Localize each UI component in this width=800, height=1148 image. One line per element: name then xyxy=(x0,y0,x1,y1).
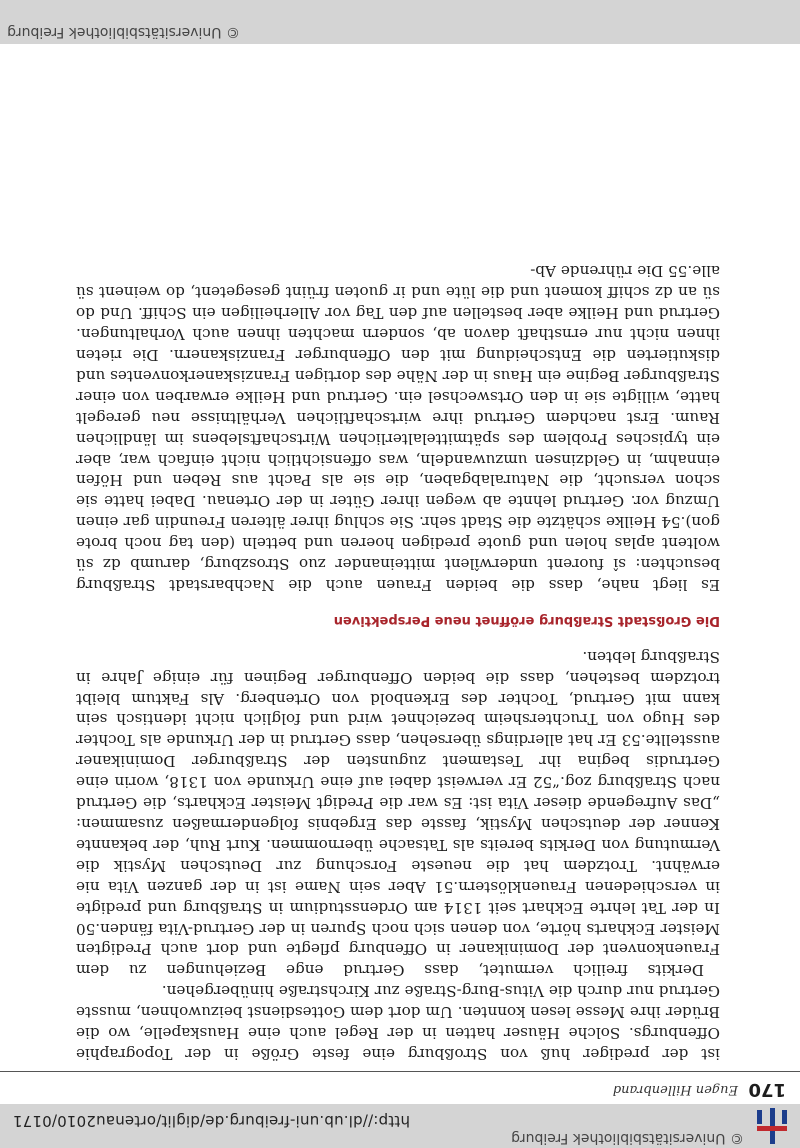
section-heading: Die Großstadt Straßburg eröffnet neue Perspektiven xyxy=(333,612,720,628)
paragraph-3: Es liegt nahe, dass die beiden Frauen auch die Nachbarstadt Straßburg besuchten: sî fuorent underwîlent mitteinander zuo Stroszburg, darumb dz sü woltent aplas holen und guote predigen hoeren und betteln (den tag noch brote gon).54 Heilke schätzte die Stadt sehr. Sie schlug ihrer älteren Freundin gar einen Umzug vor. Gertrud lehnte ab wegen ihrer Güter in der Ortenau. Dabei hatte sie schon versucht, die Naturalabgaben, die sie als Pacht aus Reben und Höfen einnahm, in Geldzinsen umzuwandeln, was offensichtlich nicht einfach war, aber ein typisches Problem des spätmittelalterlichen Wirtschaftslebens im ländlichen Raum. Erst nachdem Gertrud ihre wirtschaftlichen Verhältnisse neu geregelt hatte, willigte sie in den Ortswechsel ein. Gertrud und Heilke erwarben von einer Straßburger Begine ein Haus in der Nähe des dortigen Franziskanerkonventes und diskutierten die Entscheidung mit den Offenburger Franziskanern. Die rieten ihnen nicht nur ernsthaft davon ab, sondern machten ihnen auch Vorhaltungen. Gertrud und Heilke aber bestellen auf den Tag vor Allerheiligen ein Schiff. Und do sü an dz schiff koment und die lüte und ir guoten früint gesegetent, do weinent sü alle.55 Die rührende Ab- xyxy=(75,262,720,594)
library-logo-icon xyxy=(754,1108,794,1144)
copyright-notice-top: © Universitätsbibliothek Freiburg xyxy=(7,24,240,40)
copyright-notice: © Universitätsbibliothek Freiburg xyxy=(511,1130,744,1146)
library-header-bar xyxy=(0,0,800,44)
running-head xyxy=(0,1070,800,1100)
source-url-link[interactable]: http://dl.ub.uni-freiburg.de/diglit/ortenau2010/0171 xyxy=(12,1112,410,1130)
paragraph-1: ist der prediger huß von Stroßburg eine feste Größe in der Topographie Offenburgs. Solche Häuser hatten in der Regel auch eine Hauskapelle, wo die Brüder ihre Messe lesen konnten. Um dort dem Gottesdienst beizuwohnen, musste Gertrud nur durch die Vitus-Burg-Straße zur Kirchstraße hinübergehen. xyxy=(76,982,720,1063)
running-head-author: Eugen Hillenbrand xyxy=(612,1082,738,1097)
body-text xyxy=(76,260,720,1064)
page-number: 170 xyxy=(748,1079,786,1100)
paragraph-2: Derkits freilich vermutet, dass Gertrud enge Beziehungen zu dem Frauenkonvent der Dominikaner in Offenburg pflegte und dort auch Predigten Meister Eckharts hörte, von denen sich noch Spuren in der Gertrud-Vita fänden.50 In der Tat lehrte Eckhart seit 1314 am Ordensstudium in Straßburg und predigte in verschiedenen Frauenklöstern.51 Aber sein Name ist in der ganzen Vita nie erwähnt. Trotzdem hat die neueste Forschung zur Deutschen Mystik die Vermutung von Derkits bereits als Tatsache übernommen. Kurt Ruh, der bekannte Kenner der deutschen Mystik, fasste das Ergebnis folgendermaßen zusammen: „Das Aufregende dieser Vita ist: Es war die Predigt Meister Eckharts, die Gertrud nach Straßburg zog.“52 Er verweist dabei auf eine Urkunde von 1318, worin eine Gertrudis begina ihr Testament zugunsten der Straßburger Dominikaner ausstellte.53 Er hat allerdings übersehen, dass Gertrud in der Urkunde als Tochter des Hugo von Truchtersheim bezeichnet wird und folglich nicht identisch sein kann mit Gertrud, Tochter des Erkenbold von Ortenberg. Als Faktum bleibt trotzdem bestehen, dass die beiden Offenburger Beginen für einige Jahre in Straßburg lebten. xyxy=(76,647,720,980)
library-footer-bar xyxy=(0,1104,800,1148)
header-rule xyxy=(0,1071,800,1072)
